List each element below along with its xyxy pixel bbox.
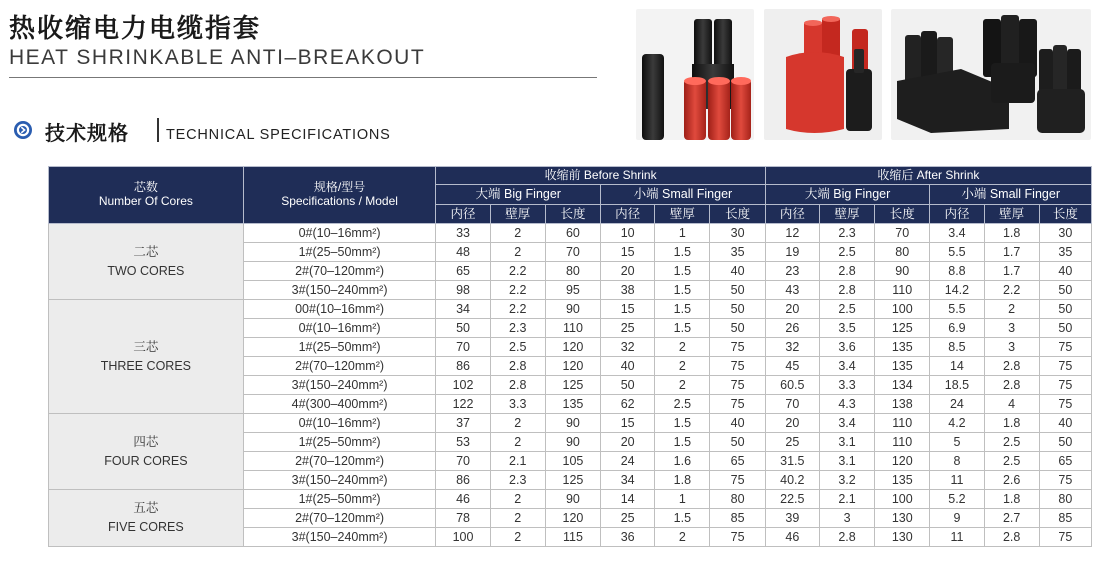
- value-cell: 3.5: [819, 319, 874, 338]
- subheader-wall-thickness: 壁厚: [490, 205, 545, 224]
- value-cell: 2.8: [984, 357, 1039, 376]
- header-before-shrink: 收缩前 Before Shrink: [436, 167, 765, 185]
- value-cell: 2.1: [490, 452, 545, 471]
- value-cell: 100: [875, 300, 930, 319]
- value-cell: 50: [710, 319, 765, 338]
- title-divider: [9, 77, 597, 78]
- spec-table: [48, 166, 1092, 547]
- value-cell: 43: [765, 281, 819, 300]
- value-cell: 110: [875, 414, 930, 433]
- value-cell: 37: [436, 414, 490, 433]
- value-cell: 2.5: [984, 433, 1039, 452]
- value-cell: 134: [875, 376, 930, 395]
- value-cell: 1.5: [655, 433, 710, 452]
- value-cell: 2.5: [655, 395, 710, 414]
- value-cell: 2.8: [984, 528, 1039, 547]
- value-cell: 25: [765, 433, 819, 452]
- value-cell: 3.3: [819, 376, 874, 395]
- value-cell: 102: [436, 376, 490, 395]
- value-cell: 120: [545, 509, 600, 528]
- value-cell: 125: [545, 471, 600, 490]
- value-cell: 80: [875, 243, 930, 262]
- value-cell: 30: [1039, 224, 1091, 243]
- product-photo-three-core: [764, 9, 882, 140]
- value-cell: 3.4: [819, 357, 874, 376]
- value-cell: 1.5: [655, 262, 710, 281]
- value-cell: 2.1: [819, 490, 874, 509]
- value-cell: 1.8: [984, 414, 1039, 433]
- value-cell: 75: [1039, 357, 1091, 376]
- value-cell: 2.5: [819, 243, 874, 262]
- header-before-big-finger: 大端 Big Finger: [436, 185, 601, 205]
- subheader-wall-thickness: 壁厚: [819, 205, 874, 224]
- model-cell: 1#(25–50mm²): [243, 243, 436, 262]
- value-cell: 85: [710, 509, 765, 528]
- value-cell: 50: [1039, 300, 1091, 319]
- model-cell: 1#(25–50mm²): [243, 490, 436, 509]
- value-cell: 34: [601, 471, 655, 490]
- value-cell: 2.3: [819, 224, 874, 243]
- value-cell: 3.6: [819, 338, 874, 357]
- value-cell: 70: [436, 452, 490, 471]
- value-cell: 14.2: [930, 281, 984, 300]
- page-title-cn: 热收缩电力电缆指套: [9, 14, 262, 44]
- value-cell: 98: [436, 281, 490, 300]
- value-cell: 90: [545, 490, 600, 509]
- value-cell: 3: [819, 509, 874, 528]
- value-cell: 90: [545, 300, 600, 319]
- model-cell: 4#(300–400mm²): [243, 395, 436, 414]
- value-cell: 75: [710, 471, 765, 490]
- value-cell: 2: [490, 509, 545, 528]
- core-group-label: 三芯 THREE CORES: [49, 300, 244, 414]
- section-title-en: TECHNICAL SPECIFICATIONS: [166, 127, 391, 143]
- value-cell: 86: [436, 471, 490, 490]
- value-cell: 2: [490, 414, 545, 433]
- value-cell: 1.7: [984, 243, 1039, 262]
- value-cell: 70: [545, 243, 600, 262]
- value-cell: 1.8: [984, 490, 1039, 509]
- value-cell: 22.5: [765, 490, 819, 509]
- value-cell: 75: [1039, 471, 1091, 490]
- value-cell: 15: [601, 414, 655, 433]
- value-cell: 3.1: [819, 452, 874, 471]
- value-cell: 2: [655, 357, 710, 376]
- value-cell: 50: [601, 376, 655, 395]
- model-cell: 0#(10–16mm²): [243, 224, 436, 243]
- table-row: [49, 300, 1092, 319]
- value-cell: 50: [710, 300, 765, 319]
- value-cell: 2: [984, 300, 1039, 319]
- value-cell: 110: [545, 319, 600, 338]
- value-cell: 2: [655, 528, 710, 547]
- value-cell: 4.2: [930, 414, 984, 433]
- subheader-length: 长度: [875, 205, 930, 224]
- table-row: [49, 414, 1092, 433]
- value-cell: 40.2: [765, 471, 819, 490]
- value-cell: 2: [490, 224, 545, 243]
- value-cell: 70: [765, 395, 819, 414]
- value-cell: 2.6: [984, 471, 1039, 490]
- value-cell: 1.5: [655, 281, 710, 300]
- model-cell: 3#(150–240mm²): [243, 528, 436, 547]
- value-cell: 105: [545, 452, 600, 471]
- model-cell: 3#(150–240mm²): [243, 376, 436, 395]
- value-cell: 120: [545, 338, 600, 357]
- value-cell: 12: [765, 224, 819, 243]
- value-cell: 19: [765, 243, 819, 262]
- value-cell: 80: [1039, 490, 1091, 509]
- value-cell: 40: [1039, 262, 1091, 281]
- value-cell: 2.3: [490, 319, 545, 338]
- value-cell: 80: [710, 490, 765, 509]
- value-cell: 3: [984, 338, 1039, 357]
- value-cell: 24: [601, 452, 655, 471]
- product-photo-four-five-core: [891, 9, 1091, 140]
- value-cell: 2.2: [490, 281, 545, 300]
- model-cell: 2#(70–120mm²): [243, 509, 436, 528]
- value-cell: 90: [875, 262, 930, 281]
- core-group-label: 四芯 FOUR CORES: [49, 414, 244, 490]
- value-cell: 5.5: [930, 243, 984, 262]
- value-cell: 75: [710, 528, 765, 547]
- value-cell: 3.2: [819, 471, 874, 490]
- value-cell: 23: [765, 262, 819, 281]
- model-cell: 0#(10–16mm²): [243, 414, 436, 433]
- model-cell: 2#(70–120mm²): [243, 357, 436, 376]
- bullet-circle-icon: [13, 120, 33, 140]
- value-cell: 2: [655, 376, 710, 395]
- model-cell: 0#(10–16mm²): [243, 319, 436, 338]
- value-cell: 2.8: [490, 357, 545, 376]
- header-after-small-finger: 小端 Small Finger: [930, 185, 1092, 205]
- core-group-label: 五芯 FIVE CORES: [49, 490, 244, 547]
- value-cell: 14: [930, 357, 984, 376]
- subheader-inner-diameter: 内径: [601, 205, 655, 224]
- value-cell: 2.2: [490, 300, 545, 319]
- value-cell: 78: [436, 509, 490, 528]
- subheader-length: 长度: [710, 205, 765, 224]
- value-cell: 10: [601, 224, 655, 243]
- value-cell: 32: [765, 338, 819, 357]
- value-cell: 46: [765, 528, 819, 547]
- value-cell: 50: [710, 281, 765, 300]
- value-cell: 35: [1039, 243, 1091, 262]
- value-cell: 1: [655, 224, 710, 243]
- value-cell: 62: [601, 395, 655, 414]
- value-cell: 1.7: [984, 262, 1039, 281]
- value-cell: 50: [710, 433, 765, 452]
- value-cell: 50: [1039, 433, 1091, 452]
- model-cell: 1#(25–50mm²): [243, 433, 436, 452]
- value-cell: 75: [710, 357, 765, 376]
- value-cell: 90: [545, 433, 600, 452]
- value-cell: 2.2: [984, 281, 1039, 300]
- value-cell: 38: [601, 281, 655, 300]
- value-cell: 86: [436, 357, 490, 376]
- subheader-wall-thickness: 壁厚: [984, 205, 1039, 224]
- value-cell: 40: [710, 414, 765, 433]
- value-cell: 1.5: [655, 300, 710, 319]
- subheader-inner-diameter: 内径: [930, 205, 984, 224]
- value-cell: 50: [436, 319, 490, 338]
- value-cell: 4.3: [819, 395, 874, 414]
- value-cell: 2.5: [819, 300, 874, 319]
- product-photo-two-core: [636, 9, 754, 140]
- value-cell: 45: [765, 357, 819, 376]
- value-cell: 40: [1039, 414, 1091, 433]
- value-cell: 26: [765, 319, 819, 338]
- value-cell: 20: [765, 414, 819, 433]
- value-cell: 15: [601, 243, 655, 262]
- value-cell: 2.5: [984, 452, 1039, 471]
- subheader-wall-thickness: 壁厚: [655, 205, 710, 224]
- value-cell: 8.5: [930, 338, 984, 357]
- header-after-shrink: 收缩后 After Shrink: [765, 167, 1091, 185]
- header-number-of-cores: 芯数 Number Of Cores: [49, 167, 244, 224]
- value-cell: 50: [1039, 281, 1091, 300]
- model-cell: 1#(25–50mm²): [243, 338, 436, 357]
- core-group-label: 二芯 TWO CORES: [49, 224, 244, 300]
- value-cell: 2: [490, 243, 545, 262]
- value-cell: 2: [490, 490, 545, 509]
- value-cell: 122: [436, 395, 490, 414]
- value-cell: 100: [875, 490, 930, 509]
- model-cell: 3#(150–240mm²): [243, 471, 436, 490]
- value-cell: 80: [545, 262, 600, 281]
- value-cell: 4: [984, 395, 1039, 414]
- value-cell: 11: [930, 528, 984, 547]
- value-cell: 1.8: [655, 471, 710, 490]
- value-cell: 36: [601, 528, 655, 547]
- value-cell: 130: [875, 509, 930, 528]
- value-cell: 3: [984, 319, 1039, 338]
- value-cell: 5.5: [930, 300, 984, 319]
- header-after-big-finger: 大端 Big Finger: [765, 185, 930, 205]
- value-cell: 50: [1039, 319, 1091, 338]
- value-cell: 14: [601, 490, 655, 509]
- value-cell: 1.6: [655, 452, 710, 471]
- value-cell: 3.1: [819, 433, 874, 452]
- subheader-inner-diameter: 内径: [436, 205, 490, 224]
- value-cell: 75: [1039, 338, 1091, 357]
- value-cell: 1.8: [984, 224, 1039, 243]
- value-cell: 20: [765, 300, 819, 319]
- value-cell: 2.8: [984, 376, 1039, 395]
- value-cell: 2.7: [984, 509, 1039, 528]
- subheader-length: 长度: [1039, 205, 1091, 224]
- value-cell: 60.5: [765, 376, 819, 395]
- section-title-cn: 技术规格: [45, 121, 129, 145]
- value-cell: 125: [875, 319, 930, 338]
- value-cell: 39: [765, 509, 819, 528]
- value-cell: 110: [875, 281, 930, 300]
- value-cell: 5: [930, 433, 984, 452]
- value-cell: 2.8: [819, 281, 874, 300]
- value-cell: 130: [875, 528, 930, 547]
- value-cell: 65: [1039, 452, 1091, 471]
- value-cell: 75: [710, 376, 765, 395]
- section-title-separator: [157, 118, 159, 142]
- value-cell: 2: [490, 528, 545, 547]
- value-cell: 24: [930, 395, 984, 414]
- value-cell: 90: [545, 414, 600, 433]
- value-cell: 31.5: [765, 452, 819, 471]
- value-cell: 75: [710, 395, 765, 414]
- value-cell: 46: [436, 490, 490, 509]
- value-cell: 2.5: [490, 338, 545, 357]
- value-cell: 100: [436, 528, 490, 547]
- value-cell: 2.3: [490, 471, 545, 490]
- value-cell: 40: [710, 262, 765, 281]
- value-cell: 5.2: [930, 490, 984, 509]
- value-cell: 15: [601, 300, 655, 319]
- value-cell: 2.2: [490, 262, 545, 281]
- value-cell: 40: [601, 357, 655, 376]
- value-cell: 2: [490, 433, 545, 452]
- value-cell: 6.9: [930, 319, 984, 338]
- value-cell: 75: [1039, 395, 1091, 414]
- model-cell: 2#(70–120mm²): [243, 452, 436, 471]
- value-cell: 2.8: [490, 376, 545, 395]
- value-cell: 11: [930, 471, 984, 490]
- value-cell: 48: [436, 243, 490, 262]
- value-cell: 3.3: [490, 395, 545, 414]
- header-before-small-finger: 小端 Small Finger: [601, 185, 766, 205]
- value-cell: 120: [875, 452, 930, 471]
- value-cell: 32: [601, 338, 655, 357]
- table-row: [49, 490, 1092, 509]
- value-cell: 30: [710, 224, 765, 243]
- value-cell: 75: [1039, 528, 1091, 547]
- value-cell: 20: [601, 433, 655, 452]
- value-cell: 70: [875, 224, 930, 243]
- value-cell: 2.8: [819, 528, 874, 547]
- value-cell: 18.5: [930, 376, 984, 395]
- value-cell: 33: [436, 224, 490, 243]
- value-cell: 20: [601, 262, 655, 281]
- value-cell: 70: [436, 338, 490, 357]
- value-cell: 1: [655, 490, 710, 509]
- value-cell: 138: [875, 395, 930, 414]
- page-title-en: HEAT SHRINKABLE ANTI–BREAKOUT: [9, 46, 426, 69]
- value-cell: 60: [545, 224, 600, 243]
- value-cell: 2: [655, 338, 710, 357]
- header-model: 规格/型号 Specifications / Model: [243, 167, 436, 224]
- value-cell: 75: [1039, 376, 1091, 395]
- value-cell: 65: [436, 262, 490, 281]
- value-cell: 110: [875, 433, 930, 452]
- value-cell: 85: [1039, 509, 1091, 528]
- value-cell: 75: [710, 338, 765, 357]
- value-cell: 3.4: [819, 414, 874, 433]
- value-cell: 9: [930, 509, 984, 528]
- value-cell: 53: [436, 433, 490, 452]
- value-cell: 120: [545, 357, 600, 376]
- value-cell: 8: [930, 452, 984, 471]
- value-cell: 3.4: [930, 224, 984, 243]
- value-cell: 135: [875, 357, 930, 376]
- value-cell: 115: [545, 528, 600, 547]
- value-cell: 1.5: [655, 319, 710, 338]
- value-cell: 1.5: [655, 509, 710, 528]
- model-cell: 00#(10–16mm²): [243, 300, 436, 319]
- value-cell: 34: [436, 300, 490, 319]
- value-cell: 8.8: [930, 262, 984, 281]
- value-cell: 135: [545, 395, 600, 414]
- value-cell: 35: [710, 243, 765, 262]
- subheader-inner-diameter: 内径: [765, 205, 819, 224]
- model-cell: 2#(70–120mm²): [243, 262, 436, 281]
- value-cell: 135: [875, 471, 930, 490]
- subheader-length: 长度: [545, 205, 600, 224]
- value-cell: 95: [545, 281, 600, 300]
- value-cell: 65: [710, 452, 765, 471]
- value-cell: 2.8: [819, 262, 874, 281]
- value-cell: 1.5: [655, 414, 710, 433]
- table-row: [49, 224, 1092, 243]
- value-cell: 25: [601, 509, 655, 528]
- value-cell: 1.5: [655, 243, 710, 262]
- value-cell: 125: [545, 376, 600, 395]
- value-cell: 25: [601, 319, 655, 338]
- model-cell: 3#(150–240mm²): [243, 281, 436, 300]
- value-cell: 135: [875, 338, 930, 357]
